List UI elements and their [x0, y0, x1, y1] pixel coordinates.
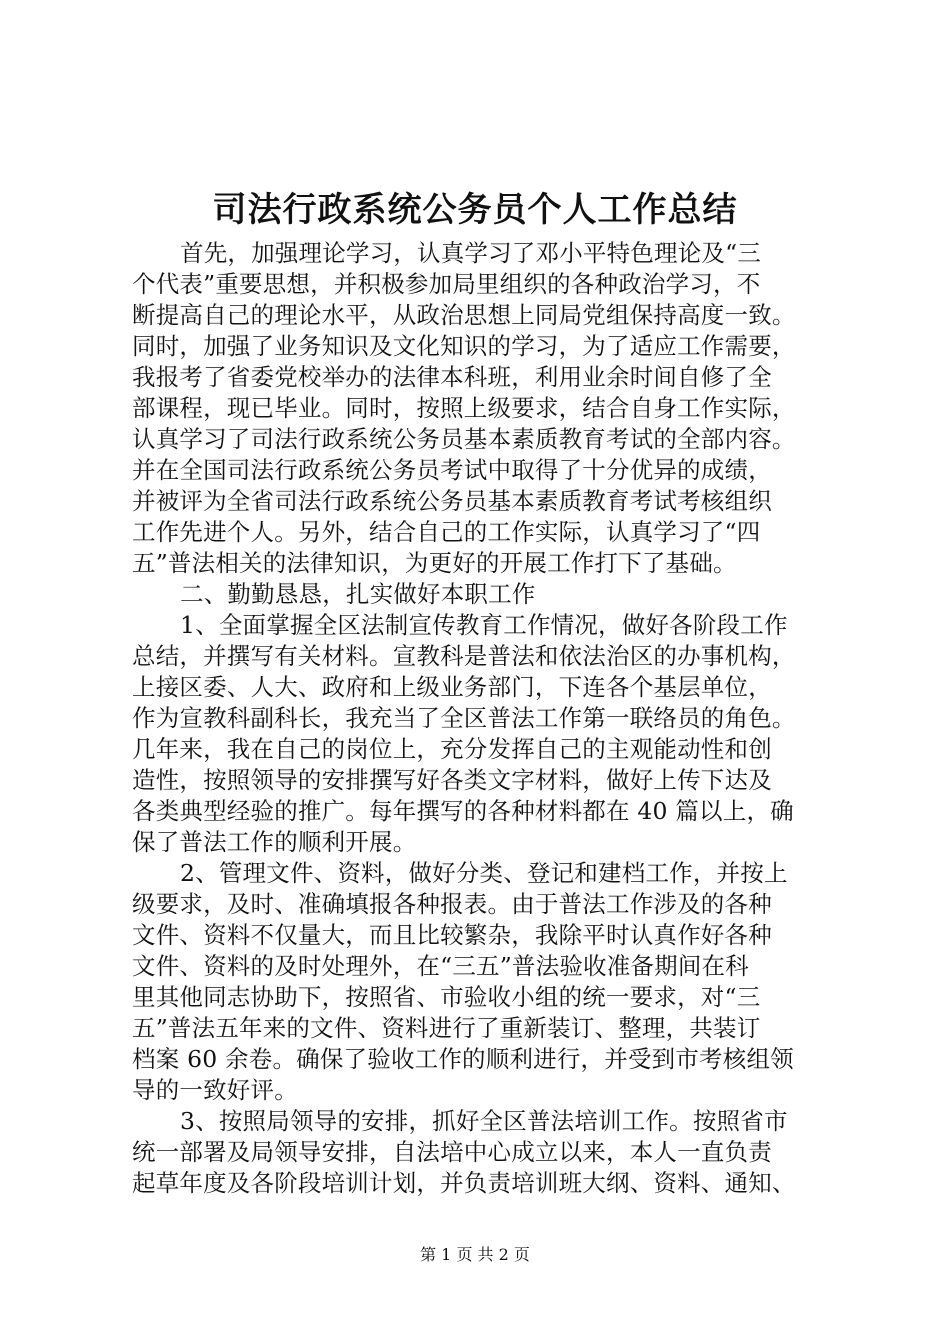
text-line: 个代表”重要思想，并积极参加局里组织的各种政治学习，不 [132, 270, 761, 298]
text-line: 档案 60 余卷。确保了验收工作的顺利进行，并受到市考核组领 [132, 1045, 794, 1073]
text-line: 文件、资料的及时处理外，在“三五”普法验收准备期间在科 [132, 952, 749, 980]
text-line: 二、勤勤恳恳，扎实做好本职工作 [180, 580, 536, 608]
text-line: 工作先进个人。另外，结合自己的工作实际，认真学习了“四 [132, 518, 761, 546]
text-line: 认真学习了司法行政系统公务员基本素质教育考试的全部内容。 [132, 425, 796, 453]
text-line: 总结，并撰写有关材料。宣教科是普法和依法治区的办事机构， [132, 642, 796, 670]
text-line: 1、全面掌握全区法制宣传教育工作情况，做好各阶段工作 [180, 611, 788, 639]
text-line: 五”普法相关的法律知识，为更好的开展工作打下了基础。 [132, 549, 737, 577]
document-body [132, 238, 850, 1199]
text-line: 统一部署及局领导安排，自法培中心成立以来，本人一直负责 [132, 1138, 772, 1166]
text-line: 2、管理文件、资料，做好分类、登记和建档工作，并按上 [180, 859, 788, 887]
text-line: 起草年度及各阶段培训计划，并负责培训班大纲、资料、通知、 [132, 1169, 796, 1197]
text-line: 导的一致好评。 [132, 1076, 298, 1104]
text-line: 作为宣教科副科长，我充当了全区普法工作第一联络员的角色。 [132, 704, 796, 732]
text-line: 五”普法五年来的文件、资料进行了重新装订、整理，共装订 [132, 1014, 761, 1042]
text-line: 我报考了省委党校举办的法律本科班，利用业余时间自修了全 [132, 363, 772, 391]
text-line: 保了普法工作的顺利开展。 [132, 828, 417, 856]
text-line: 里其他同志协助下，按照省、市验收小组的统一要求，对“三 [132, 983, 761, 1011]
text-line: 断提高自己的理论水平，从政治思想上同局党组保持高度一致。 [132, 301, 796, 329]
text-line: 3、按照局领导的安排，抓好全区普法培训工作。按照省市 [180, 1107, 788, 1135]
text-line: 首先，加强理论学习，认真学习了邓小平特色理论及“三 [180, 239, 762, 267]
text-line: 部课程，现已毕业。同时，按照上级要求，结合自身工作实际， [132, 394, 796, 422]
page-footer: 第 1 页 共 2 页 [420, 1245, 530, 1264]
document-title: 司法行政系统公务员个人工作总结 [212, 190, 738, 230]
text-line: 并被评为全省司法行政系统公务员基本素质教育考试考核组织 [132, 487, 772, 515]
text-line: 造性，按照领导的安排撰写好各类文字材料，做好上传下达及 [132, 766, 772, 794]
text-line: 各类典型经验的推广。每年撰写的各种材料都在 40 篇以上，确 [132, 797, 794, 825]
text-line: 级要求，及时、准确填报各种报表。由于普法工作涉及的各种 [132, 890, 772, 918]
text-line: 同时，加强了业务知识及文化知识的学习，为了适应工作需要， [132, 332, 796, 360]
text-line: 并在全国司法行政系统公务员考试中取得了十分优异的成绩， [132, 456, 772, 484]
text-line: 上接区委、人大、政府和上级业务部门，下连各个基层单位， [132, 673, 772, 701]
text-line: 几年来，我在自己的岗位上，充分发挥自己的主观能动性和创 [132, 735, 772, 763]
text-line: 文件、资料不仅量大，而且比较繁杂，我除平时认真作好各种 [132, 921, 772, 949]
